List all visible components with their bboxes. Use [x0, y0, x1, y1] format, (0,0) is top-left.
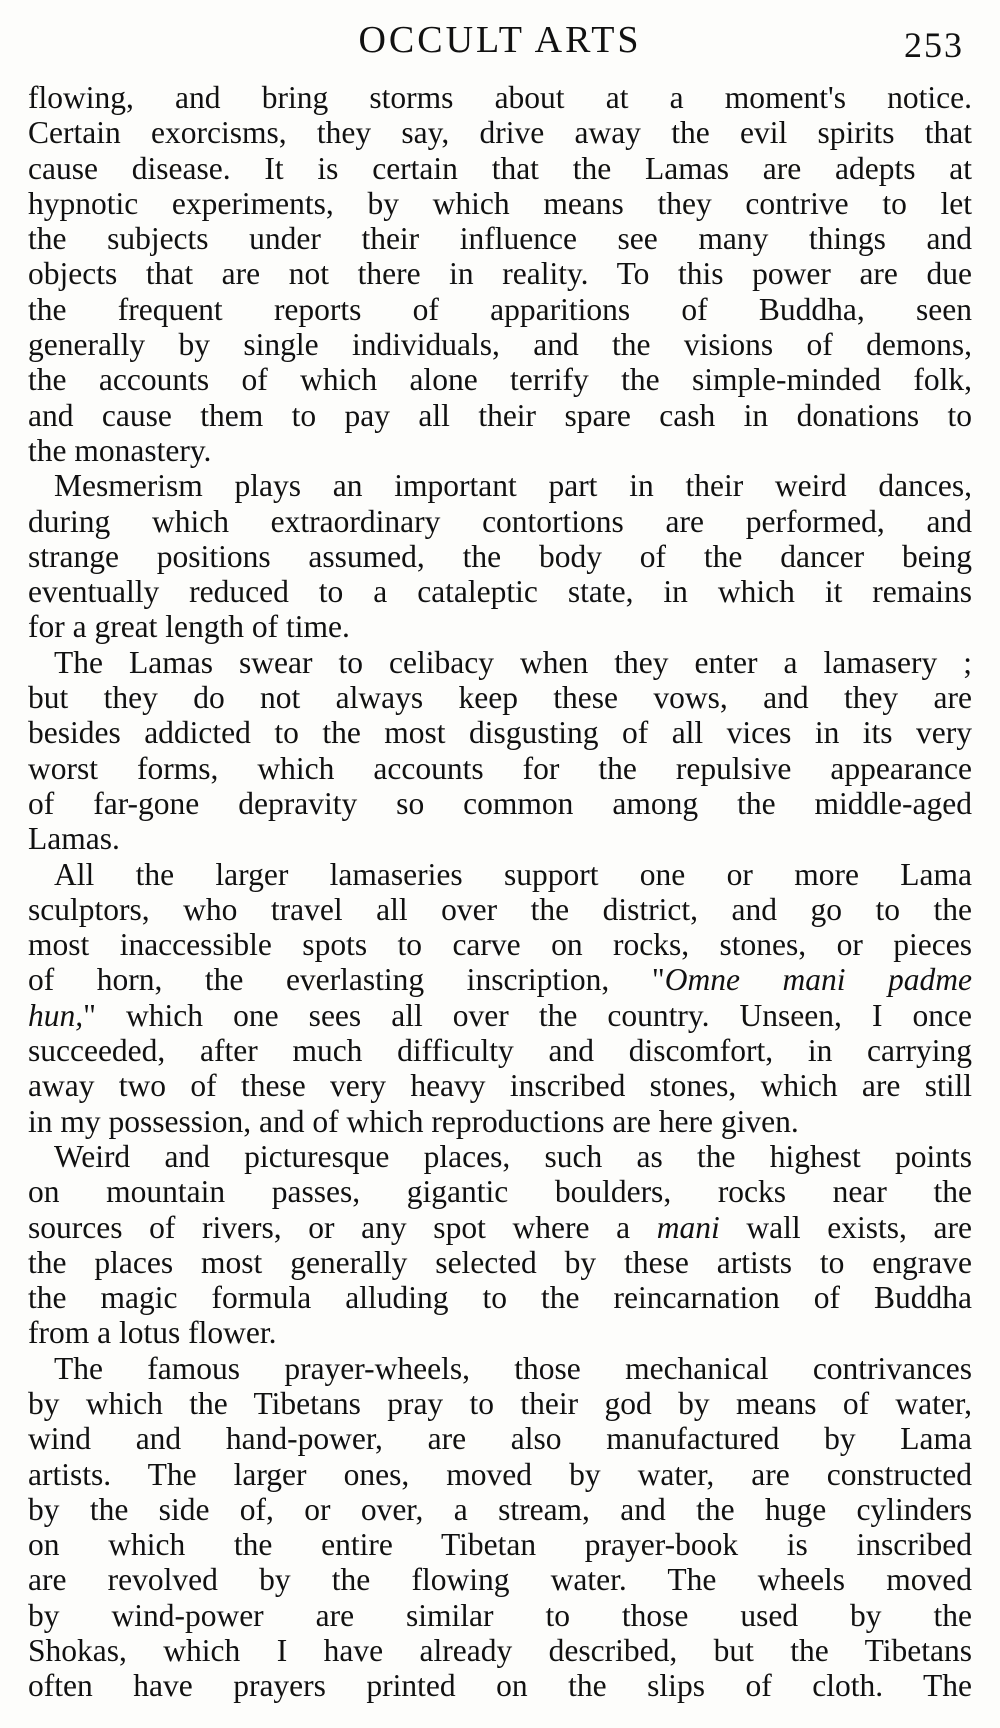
text-line: the accounts of which alone terrify the simple-minded folk, — [28, 362, 972, 398]
text-line: are revolved by the flowing water. The wheels moved — [28, 1562, 972, 1598]
text-line: Mesmerism plays an important part in their weird dances, — [54, 468, 972, 504]
text-line: by the side of, or over, a stream, and the huge cylinders — [28, 1491, 972, 1527]
text-line: the magic formula alluding to the reincarnation of Buddha — [28, 1280, 972, 1316]
text-line: on which the entire Tibetan prayer-book is inscribed — [28, 1527, 972, 1563]
paragraph-3 — [28, 645, 972, 857]
text-line: and cause them to pay all their spare cash in donations to — [28, 397, 972, 433]
page-number: 253 — [904, 25, 964, 65]
text-line: by which the Tibetans pray to their god by means of water, — [28, 1385, 972, 1421]
text-line: on mountain passes, gigantic boulders, rocks near the — [28, 1174, 972, 1210]
text-line: Shokas, which I have already described, but the Tibetans — [28, 1633, 972, 1669]
text-line: strange positions assumed, the body of the dancer being — [28, 538, 972, 574]
text-line-with-mantra: hun," which one sees all over the country. Unseen, I once — [28, 997, 972, 1033]
text-line: Weird and picturesque places, such as the highest points — [54, 1138, 972, 1174]
text-line: Certain exorcisms, they say, drive away the evil spirits that — [28, 115, 972, 151]
text-line: hypnotic experiments, by which means they contrive to let — [28, 185, 972, 221]
text-line: during which extraordinary contortions are performed, and — [28, 503, 972, 539]
text-line: besides addicted to the most disgusting of all vices in its very — [28, 715, 972, 751]
text-line: often have prayers printed on the slips of cloth. The — [28, 1668, 972, 1704]
text-line: the monastery. — [28, 432, 212, 468]
text-line: succeeded, after much difficulty and discomfort, in carrying — [28, 1033, 972, 1069]
paragraph-6 — [28, 1351, 972, 1704]
text-line: All the larger lamaseries support one or more Lama — [54, 856, 972, 892]
running-head — [20, 14, 980, 74]
paragraph-1 — [28, 80, 972, 468]
paragraph-2 — [28, 468, 972, 644]
body-text — [28, 80, 972, 1704]
text-line: the frequent reports of apparitions of Buddha, seen — [28, 291, 972, 327]
text-line: objects that are not there in reality. To this power are due — [28, 256, 972, 292]
text-line: the places most generally selected by these artists to engrave — [28, 1244, 972, 1280]
text-line: sculptors, who travel all over the district, and go to the — [28, 891, 972, 927]
italic-phrase: mani — [656, 1209, 720, 1245]
text-line: cause disease. It is certain that the Lamas are adepts at — [28, 150, 972, 186]
text-line: The famous prayer-wheels, those mechanical contrivances — [54, 1350, 972, 1386]
text-line: from a lotus flower. — [28, 1315, 277, 1351]
text-line: artists. The larger ones, moved by water, are constructed — [28, 1456, 972, 1492]
italic-phrase: hun, — [28, 997, 84, 1033]
text-line: by wind-power are similar to those used by the — [28, 1597, 972, 1633]
text-line: generally by single individuals, and the visions of demons, — [28, 327, 972, 363]
text-line-with-mani: sources of rivers, or any spot where a mani wall exists, are — [28, 1209, 972, 1245]
text-line: the subjects under their influence see many things and — [28, 221, 972, 257]
paragraph-4 — [28, 857, 972, 1139]
text-line: Lamas. — [28, 821, 120, 857]
text-line: for a great length of time. — [28, 609, 350, 645]
text-line: of far-gone depravity so common among the middle-aged — [28, 785, 972, 821]
text-line: but they do not always keep these vows, and they are — [28, 680, 972, 716]
text-line: The Lamas swear to celibacy when they enter a lamasery ; — [54, 644, 972, 680]
text-line: eventually reduced to a cataleptic state, in which it remains — [28, 574, 972, 610]
running-title: OCCULT ARTS — [358, 19, 642, 61]
paragraph-5 — [28, 1139, 972, 1351]
italic-phrase: mani — [782, 962, 846, 998]
text-line: most inaccessible spots to carve on rocks, stones, or pieces — [28, 927, 972, 963]
text-line-with-mantra: of horn, the everlasting inscription, "Omne mani padme — [28, 962, 972, 998]
text-line: wind and hand-power, are also manufactured by Lama — [28, 1421, 972, 1457]
text-line: away two of these very heavy inscribed stones, which are still — [28, 1068, 972, 1104]
text-line: in my possession, and of which reproductions are here given. — [28, 1103, 799, 1139]
text-line: flowing, and bring storms about at a moment's notice. — [28, 80, 972, 115]
italic-phrase: Omne mani padme — [664, 962, 972, 998]
text-line: worst forms, which accounts for the repulsive appearance — [28, 750, 972, 786]
